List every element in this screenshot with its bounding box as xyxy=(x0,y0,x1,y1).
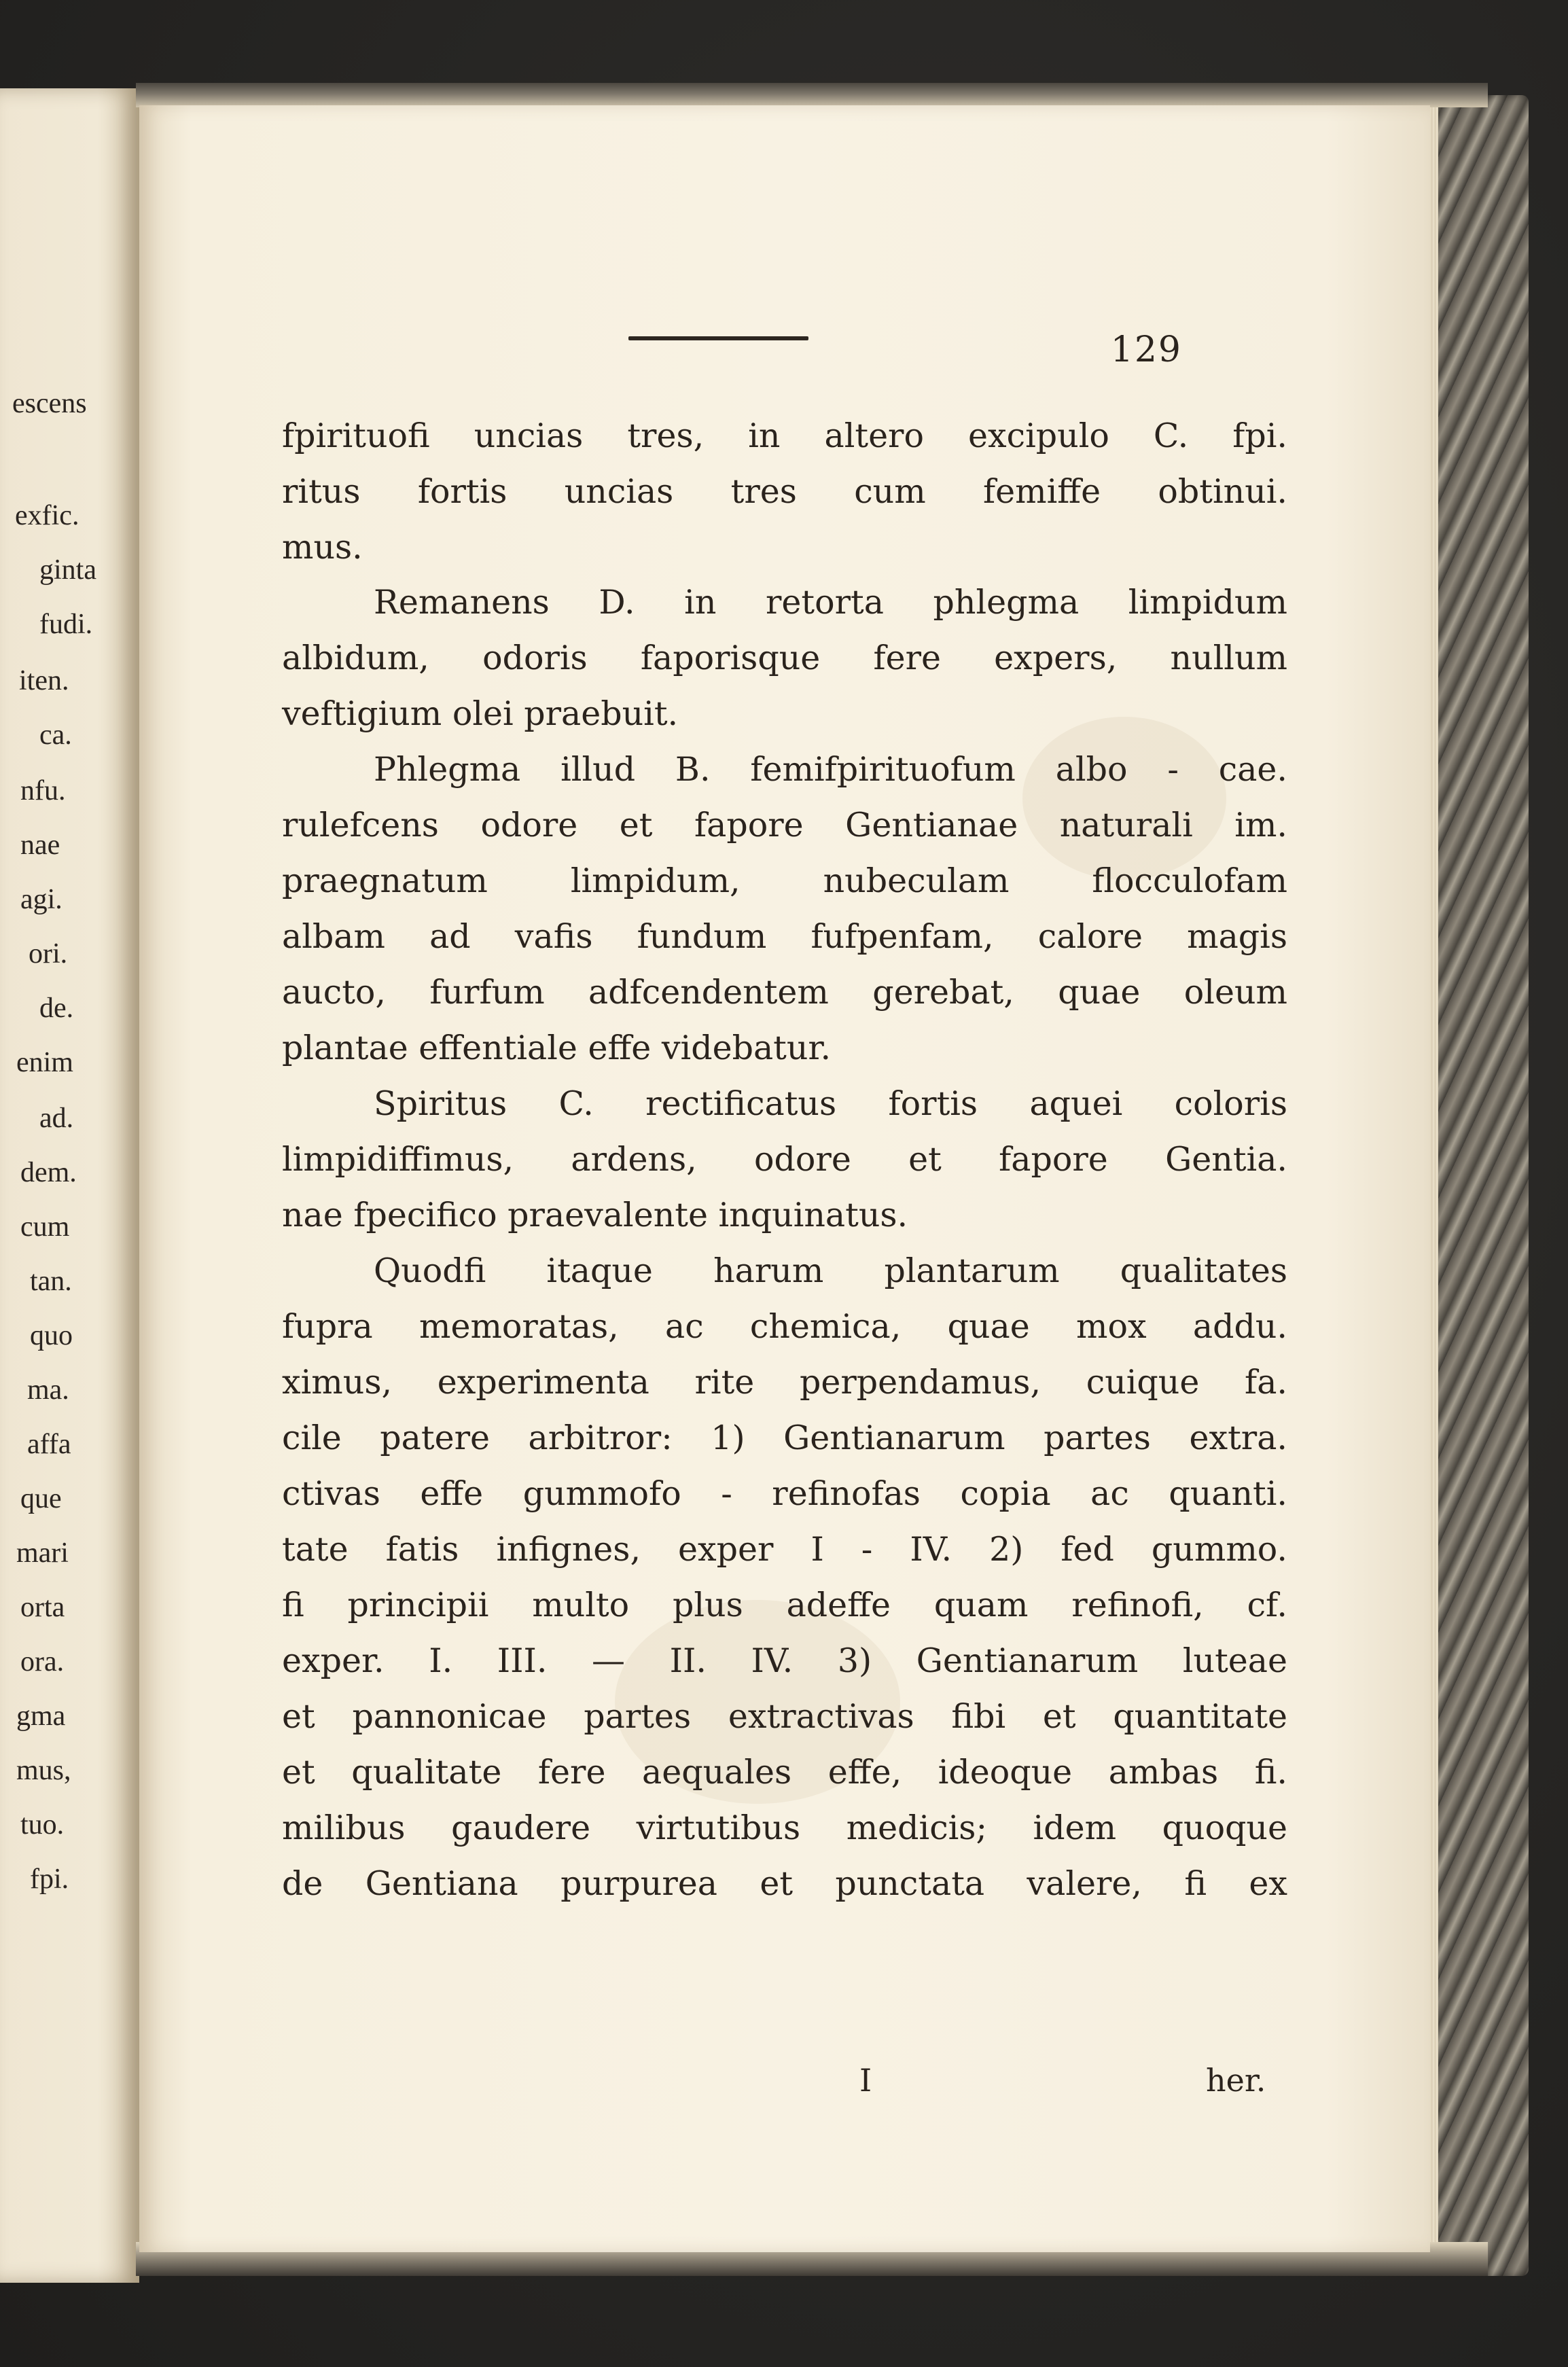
left-page-fragment: quo xyxy=(30,1320,73,1351)
text-line: fupra memoratas, ac chemica, quae mox addu. xyxy=(282,1307,1287,1346)
signature-mark: I xyxy=(859,2062,872,2099)
header-rule xyxy=(628,336,808,340)
text-line: fpirituofi uncias tres, in altero excipulo C. fpi. xyxy=(282,416,1287,455)
text-line: Spiritus C. rectificatus fortis aquei coloris xyxy=(374,1084,1287,1123)
left-page-fragment: gma xyxy=(16,1701,66,1732)
left-page-fragment: affa xyxy=(27,1429,71,1460)
left-page-fragment: fudi. xyxy=(39,609,93,640)
text-line: ctivas effe gummofo - refinofas copia ac quanti. xyxy=(282,1474,1287,1513)
text-line: rulefcens odore et fapore Gentianae naturali im. xyxy=(282,806,1287,844)
text-line: ritus fortis uncias tres cum femiffe obtinui. xyxy=(282,472,1287,511)
left-facing-page xyxy=(0,88,139,2283)
text-line: tate fatis infignes, exper I - IV. 2) fed gummo. xyxy=(282,1530,1287,1569)
text-line: nae fpecifico praevalente inquinatus. xyxy=(282,1196,908,1234)
left-page-fragment: ad. xyxy=(39,1103,74,1134)
text-line: praegnatum limpidum, nubeculam flocculofam xyxy=(282,861,1287,900)
left-page-fragment: ma. xyxy=(27,1374,69,1406)
text-line: albidum, odoris faporisque fere expers, nullum xyxy=(282,639,1287,677)
text-line: milibus gaudere virtutibus medicis; idem quoque xyxy=(282,1809,1287,1847)
book-page xyxy=(139,105,1430,2252)
text-line: de Gentiana purpurea et punctata valere, fi ex xyxy=(282,1864,1287,1903)
left-page-fragment: enim xyxy=(16,1047,73,1078)
left-page-fragment: mari xyxy=(16,1537,69,1569)
text-line: et qualitate fere aequales effe, ideoque ambas fi. xyxy=(282,1753,1287,1792)
text-line: limpidiffimus, ardens, odore et fapore Gentia. xyxy=(282,1140,1287,1179)
book-cover-edge xyxy=(1427,95,1529,2276)
text-line: plantae effentiale effe videbatur. xyxy=(282,1029,832,1067)
text-line: fi principii multo plus adeffe quam refinofi, cf. xyxy=(282,1586,1287,1624)
text-line: albam ad vafis fundum fufpenfam, calore magis xyxy=(282,917,1287,956)
text-line: exper. I. III. — II. IV. 3) Gentianarum luteae xyxy=(282,1641,1287,1680)
left-page-fragment: orta xyxy=(20,1592,65,1623)
left-page-fragment: tan. xyxy=(30,1266,72,1297)
text-line: mus. xyxy=(282,528,363,567)
catchword: her. xyxy=(1206,2062,1266,2099)
left-page-fragment: de. xyxy=(39,993,74,1024)
text-line: cile patere arbitror: 1) Gentianarum partes extra. xyxy=(282,1419,1287,1457)
left-page-fragment: iten. xyxy=(19,665,69,696)
left-page-fragment: ora. xyxy=(20,1646,65,1677)
left-page-fragment: ori. xyxy=(29,938,68,969)
text-line: et pannonicae partes extractivas fibi et quantitate xyxy=(282,1697,1287,1736)
left-page-fragment: mus, xyxy=(16,1755,71,1786)
text-line: Phlegma illud B. femifpirituofum albo - cae. xyxy=(374,750,1287,789)
left-page-fragment: tuo. xyxy=(20,1809,65,1840)
left-page-fragment: nae xyxy=(20,830,60,861)
page-number: 129 xyxy=(1110,330,1182,370)
left-page-fragment: nfu. xyxy=(20,775,66,806)
text-line: Remanens D. in retorta phlegma limpidum xyxy=(374,583,1287,622)
left-page-fragment: exfic. xyxy=(15,500,79,531)
paper-stain xyxy=(1022,717,1226,880)
text-line: veftigium olei praebuit. xyxy=(282,694,679,733)
left-page-fragment: escens xyxy=(12,388,87,419)
text-line: Quodfi itaque harum plantarum qualitates xyxy=(374,1251,1287,1290)
left-page-fragment: ginta xyxy=(39,554,96,586)
text-line: ximus, experimenta rite perpendamus, cuique fa. xyxy=(282,1363,1287,1402)
left-page-fragment: fpi. xyxy=(30,1864,69,1895)
text-line: aucto, furfum adfcendentem gerebat, quae oleum xyxy=(282,973,1287,1012)
left-page-fragment: que xyxy=(20,1483,62,1514)
left-page-fragment: cum xyxy=(20,1211,70,1243)
left-page-fragment: agi. xyxy=(20,884,63,915)
left-page-fragment: ca. xyxy=(39,719,72,751)
top-page-edge xyxy=(136,83,1488,107)
left-page-fragment: dem. xyxy=(20,1157,77,1188)
